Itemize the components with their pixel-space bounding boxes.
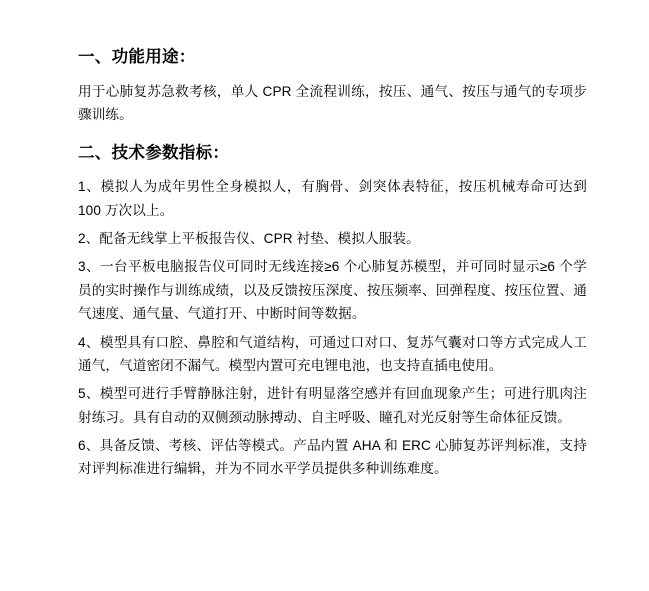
spec-item-4: 4、模型具有口腔、鼻腔和气道结构，可通过口对口、复苏气囊对口等方式完成人工通气，气道密闭不漏气。模型内置可充电锂电池，也支持直插电使用。	[78, 334, 587, 373]
spec-item-5: 5、模型可进行手臂静脉注射，进针有明显落空感并有回血现象产生；可进行肌肉注射练习。具有自动的双侧颈动脉搏动、自主呼吸、瞳孔对光反射等生命体征反馈。	[78, 386, 587, 425]
spec-item-6: 6、具备反馈、考核、评估等模式。产品内置 AHA 和 ERC 心肺复苏评判标准，支持对评判标准进行编辑，并为不同水平学员提供多种训练难度。	[78, 438, 587, 477]
section-heading-technical-specs: 二、技术参数指标：	[78, 143, 230, 162]
section-heading-function-use: 一、功能用途：	[78, 48, 196, 66]
spec-item-1: 1、模拟人为成年男性全身模拟人，有胸骨、剑突体表特征，按压机械寿命可达到 100 万次以上。	[78, 179, 587, 218]
spec-item-3: 3、一台平板电脑报告仪可同时无线连接≥6 个心肺复苏模型，并可同时显示≥6 个学员的实时操作与训练成绩，以及反馈按压深度、按压频率、回弹程度、按压位置、通气速度、通气量、气道打开、中断时间等数据。	[78, 259, 587, 322]
paragraph-function-use: 用于心肺复苏急救考核，单人 CPR 全流程训练，按压、通气、按压与通气的专项步骤训练。	[78, 83, 587, 123]
spec-item-2: 2、配备无线掌上平板报告仪、CPR 衬垫、模拟人服装。	[78, 231, 420, 246]
